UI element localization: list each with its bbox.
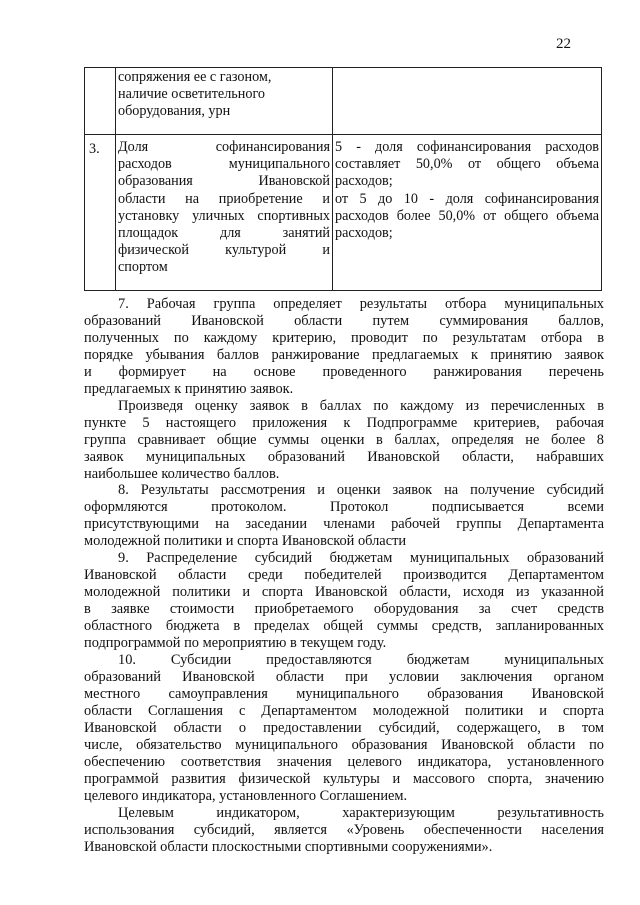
text-line: 7. Рабочая группа определяет результаты отбора муниципальных [118, 296, 604, 312]
text-line: физической культурой и [118, 242, 330, 259]
text-line: образований Ивановской области при условии заключения органом [84, 668, 604, 685]
text-line: в заявке стоимости приобретаемого оборудования за счет средств [84, 601, 604, 618]
text-line: расходов более 50,0% от общего объема [335, 207, 599, 224]
paragraph-10 [84, 652, 604, 805]
text-line: области на приобретение и [118, 190, 330, 207]
text-line: образований Ивановской области путем суммирования баллов, [84, 312, 604, 329]
text-line: полученных по каждому критерию, проводит по результатам отбора в [84, 329, 604, 346]
paragraph-7 [84, 296, 604, 398]
text-line: молодежной политики и спорта Ивановской области [84, 533, 407, 550]
text-line: Доля софинансирования [118, 139, 330, 155]
text-line: спортом [118, 259, 168, 276]
text-line: целевого индикатора, установленного Соглашением. [84, 787, 408, 804]
text-line: образования Ивановской [118, 173, 330, 190]
text-line: предлагаемых к принятию заявок. [84, 380, 294, 397]
text-line: области Соглашения с Департаментом молодежной политики и спорта [84, 702, 604, 719]
text-line: Целевым индикатором, характеризующим результативность [118, 804, 604, 821]
text-line: Ивановской области среди победителей производится Департаментом [84, 567, 604, 584]
text-line: присутствующими на заседании членами рабочей группы Департамента [84, 516, 604, 533]
text-line: местного самоуправления муниципального образования Ивановской [84, 685, 604, 702]
text-line: подпрограммой по мероприятию в текущем году. [84, 635, 387, 652]
table-cell-scores [333, 135, 602, 291]
table-cell-criterion [116, 135, 333, 291]
text-line: 9. Распределение субсидий бюджетам муниципальных образований [118, 550, 604, 567]
page-number: 22 [556, 36, 571, 52]
paragraph-7-continued [84, 398, 604, 483]
table-cell-criterion [116, 68, 333, 135]
text-line: программой развития физической культуры и массового спорта, значению [84, 770, 604, 787]
paragraph-8 [84, 482, 604, 550]
table-cell-scores [333, 68, 602, 135]
table-row [85, 135, 602, 291]
text-line: расходов; [335, 173, 393, 190]
text-line: расходов; [335, 225, 393, 242]
paragraph-10-continued [84, 805, 604, 856]
table-row [85, 68, 602, 135]
text-line: расходов муниципального [118, 156, 330, 173]
criteria-table [84, 67, 602, 291]
text-line: 5 - доля софинансирования расходов [335, 139, 599, 155]
text-line: составляет 50,0% от общего объема [335, 156, 599, 173]
text-line: установку уличных спортивных [118, 207, 330, 224]
text-line: и формирует на основе проведенного ранжирования перечень [84, 363, 604, 380]
text-line: порядке убывания баллов ранжирование предлагаемых к принятию заявок [84, 346, 604, 363]
text-line: Ивановской области плоскостными спортивными сооружениями». [84, 838, 493, 855]
text-line: от 5 до 10 - доля софинансирования [335, 190, 599, 207]
text-line: молодежной политики и спорта Ивановской области, исходя из указанной [84, 584, 604, 601]
text-line: 10. Субсидии предоставляются бюджетам муниципальных [118, 652, 604, 669]
paragraph-9 [84, 550, 604, 652]
text-line: числе, обязательство муниципального образования Ивановской области по [84, 736, 604, 753]
text-line: группа сравнивает общие суммы оценки в баллах, определяя не более 8 [84, 431, 604, 448]
text-line: использования субсидий, является «Уровень обеспеченности населения [84, 821, 604, 838]
text-line: наличие осветительного [118, 86, 266, 103]
document-body [84, 296, 604, 855]
text-line: заявок муниципальных образований Ивановской области, набравших [84, 448, 604, 465]
table-cell-number [85, 68, 116, 135]
text-line: Произведя оценку заявок в баллах по каждому из перечисленных в [118, 397, 604, 414]
text-line: площадок для занятий [118, 225, 330, 242]
text-line: 8. Результаты рассмотрения и оценки заявок на получение субсидий [118, 482, 604, 499]
text-line: областного бюджета в пределах общей суммы средств, запланированных [84, 618, 604, 635]
text-line: оформляются протоколом. Протокол подписывается всеми [84, 499, 604, 516]
text-line: сопряжения ее с газоном, [118, 69, 272, 85]
table-cell-number: 3. [85, 135, 116, 291]
text-line: пункте 5 настоящего приложения к Подпрограмме критериев, рабочая [84, 414, 604, 431]
text-line: обеспечению соответствия значения целевого индикатора, установленного [84, 753, 604, 770]
text-line: наибольшее количество баллов. [84, 465, 280, 482]
text-line: Ивановской области о предоставлении субсидий, содержащего, в том [84, 719, 604, 736]
text-line: оборудования, урн [118, 103, 231, 120]
